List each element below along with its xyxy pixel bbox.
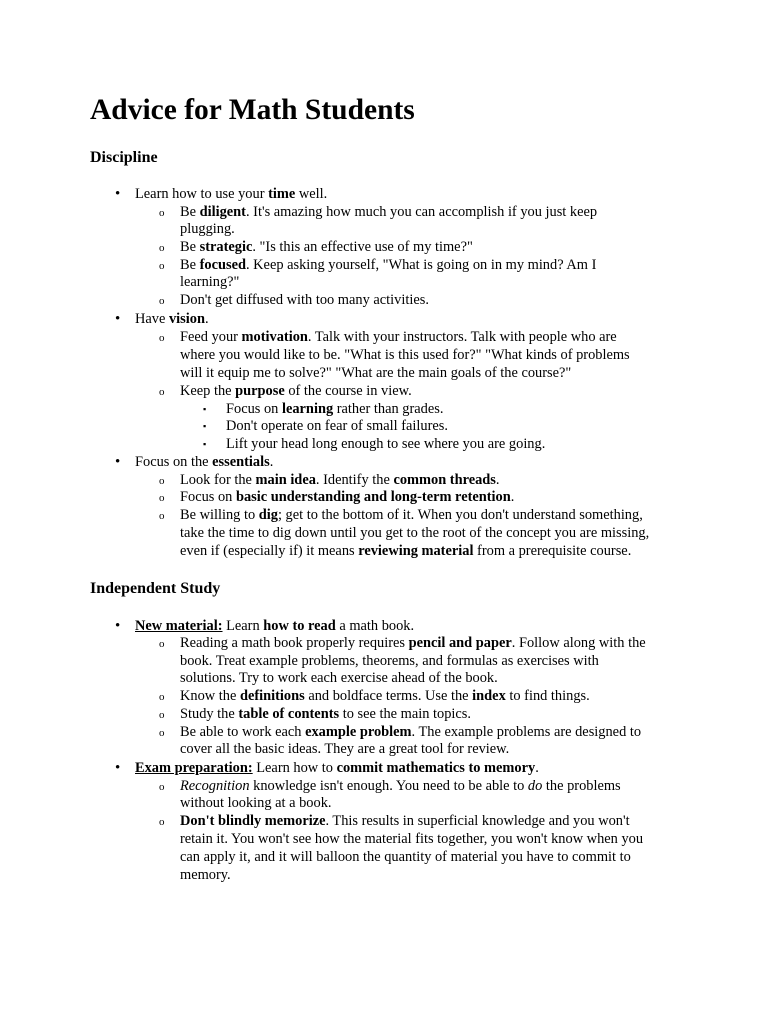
bullet-marker: o <box>159 295 165 307</box>
list-item: Study the table of contents to see the main topics. <box>180 706 471 722</box>
list-item: Don't operate on fear of small failures. <box>226 418 448 434</box>
bullet-marker: o <box>159 727 165 739</box>
bullet-marker: ▪ <box>203 421 207 431</box>
list-item: Be willing to dig; get to the bottom of it. When you don't understand something, <box>180 507 643 523</box>
list-item: Focus on basic understanding and long-term retention. <box>180 489 515 505</box>
section-heading-independent-study: Independent Study <box>90 580 221 597</box>
bullet-marker: o <box>159 816 165 828</box>
bullet-marker: o <box>159 691 165 703</box>
list-item-continuation: will it equip me to solve?" "What are the main goals of the course?" <box>180 365 572 381</box>
list-item: Lift your head long enough to see where you are going. <box>226 436 546 452</box>
bullet-marker: o <box>159 492 165 504</box>
bullet-marker: o <box>159 207 165 219</box>
list-item-continuation: memory. <box>180 867 231 883</box>
list-item-continuation: plugging. <box>180 221 235 237</box>
bullet-marker: o <box>159 242 165 254</box>
list-item: Reading a math book properly requires pencil and paper. Follow along with the <box>180 635 646 651</box>
list-item: Recognition knowledge isn't enough. You need to be able to do the problems <box>180 778 621 794</box>
list-item-continuation: without looking at a book. <box>180 795 332 811</box>
bullet-marker: o <box>159 709 165 721</box>
bullet-marker: ▪ <box>203 404 207 414</box>
bullet-marker: o <box>159 510 165 522</box>
list-item-continuation: where you would like to be. "What is this used for?" "What kinds of problems <box>180 347 630 363</box>
bullet-marker: o <box>159 260 165 272</box>
list-item-continuation: learning?" <box>180 274 240 290</box>
list-item: Be strategic. "Is this an effective use of my time?" <box>180 239 473 255</box>
bullet-marker: o <box>159 332 165 344</box>
list-item-continuation: book. Treat example problems, theorems, and formulas as exercises with <box>180 653 599 669</box>
list-item: Don't blindly memorize. This results in superficial knowledge and you won't <box>180 813 630 829</box>
bullet-marker: • <box>115 454 121 470</box>
bullet-marker: o <box>159 475 165 487</box>
list-item: Be diligent. It's amazing how much you can accomplish if you just keep <box>180 204 598 220</box>
bullet-marker: o <box>159 386 165 398</box>
list-item: Focus on the essentials. <box>135 454 274 470</box>
list-item-continuation: solutions. Try to work each exercise ahead of the book. <box>180 670 498 686</box>
bullet-marker: o <box>159 781 165 793</box>
bullet-marker: ▪ <box>203 439 207 449</box>
list-item-continuation: cover all the basic ideas. They are a great tool for review. <box>180 741 510 757</box>
section-heading-discipline: Discipline <box>90 149 158 166</box>
list-item-continuation: take the time to dig down until you get to the root of the concept you are missing, <box>180 525 650 541</box>
list-item: Know the definitions and boldface terms. Use the index to find things. <box>180 688 590 704</box>
bullet-marker: • <box>115 760 121 776</box>
bullet-marker: • <box>115 311 121 327</box>
list-item: Focus on learning rather than grades. <box>226 401 444 417</box>
list-item: Look for the main idea. Identify the common threads. <box>180 472 500 488</box>
list-item: Learn how to use your time well. <box>135 186 328 202</box>
list-item-continuation: even if (especially if) it means reviewing material from a prerequisite course. <box>180 543 632 559</box>
list-item: Exam preparation: Learn how to commit mathematics to memory. <box>135 760 539 776</box>
list-item: Have vision. <box>135 311 209 327</box>
list-item: New material: Learn how to read a math book. <box>135 618 415 634</box>
page-title: Advice for Math Students <box>90 94 415 126</box>
list-item: Don't get diffused with too many activities. <box>180 292 429 308</box>
list-item-continuation: can apply it, and it will balloon the quantity of material you have to commit to <box>180 849 631 865</box>
bullet-marker: o <box>159 638 165 650</box>
list-item: Be focused. Keep asking yourself, "What is going on in my mind? Am I <box>180 257 597 273</box>
bullet-marker: • <box>115 618 121 634</box>
list-item: Keep the purpose of the course in view. <box>180 383 412 399</box>
list-item: Feed your motivation. Talk with your instructors. Talk with people who are <box>180 329 617 345</box>
list-item: Be able to work each example problem. The example problems are designed to <box>180 724 642 740</box>
list-item-continuation: retain it. You won't see how the material fits together, you won't know when you <box>180 831 644 847</box>
bullet-marker: • <box>115 186 121 202</box>
